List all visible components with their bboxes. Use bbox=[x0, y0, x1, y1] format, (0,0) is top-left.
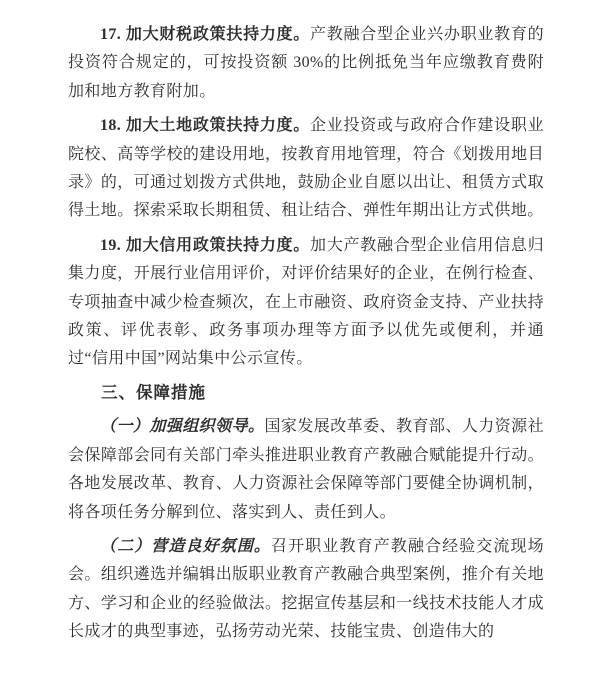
paragraph-17-lead: 17. 加大财税政策扶持力度。 bbox=[100, 26, 311, 43]
paragraph-18-text: 企业投资或与政府合作建设职业院校、高等学校的建设用地，按教育用地管理，符合《划拨用地目录》的，可通过划拨方式供地，鼓励企业自愿以出让、租赁方式取得土地。探索采取长期租赁、租让结合、弹性年期出让方式供地。 bbox=[68, 117, 544, 220]
paragraph-sub-1-lead: （一）加强组织领导。 bbox=[100, 418, 265, 436]
paragraph-19-lead: 19. 加大信用政策扶持力度。 bbox=[100, 236, 311, 254]
paragraph-sub-1 bbox=[68, 413, 544, 527]
paragraph-sub-1-text: 国家发展改革委、教育部、人力资源社会保障部会同有关部门牵头推进职业教育产教融合赋能提升行动。各地发展改革、教育、人力资源社会保障等部门要健全协调机制，将各项任务分解到位、落实到人、责任到人。 bbox=[68, 418, 544, 521]
paragraph-18-lead: 18. 加大土地政策扶持力度。 bbox=[100, 117, 311, 135]
paragraph-18 bbox=[68, 112, 544, 226]
paragraph-sub-2-text: 召开职业教育产教融合经验交流现场会。组织遴选并编辑出版职业教育产教融合典型案例，推介有关地方、学习和企业的经验做法。挖据宣传基层和一线技术技能人才成长成才的典型事迹，弘扬劳动光荣、技能宝贵、创造伟大的 bbox=[68, 537, 544, 641]
paragraph-17 bbox=[68, 21, 544, 106]
section-heading-safeguard-measures: 三、保障措施 bbox=[101, 383, 206, 402]
paragraph-sub-2-lead: （二）营造良好氛围。 bbox=[100, 537, 272, 555]
paragraph-19 bbox=[68, 232, 544, 374]
paragraph-17-text: 产教融合型企业兴办职业教育的投资符合规定的，可按投资额 30%的比例抵免当年应缴教育费附加和地方教育附加。 bbox=[68, 26, 544, 100]
paragraph-19-text: 加大产教融合型企业信用信息归集力度，开展行业信用评价，对评价结果好的企业，在例行检查、专项抽查中减少检查频次，在上市融资、政府资金支持、产业扶持政策、评优表彰、政务事项办理等方面予以优先或便利，并通过“信用中国”网站集中公示宣传。 bbox=[68, 236, 544, 368]
paragraph-sub-2 bbox=[68, 533, 544, 647]
